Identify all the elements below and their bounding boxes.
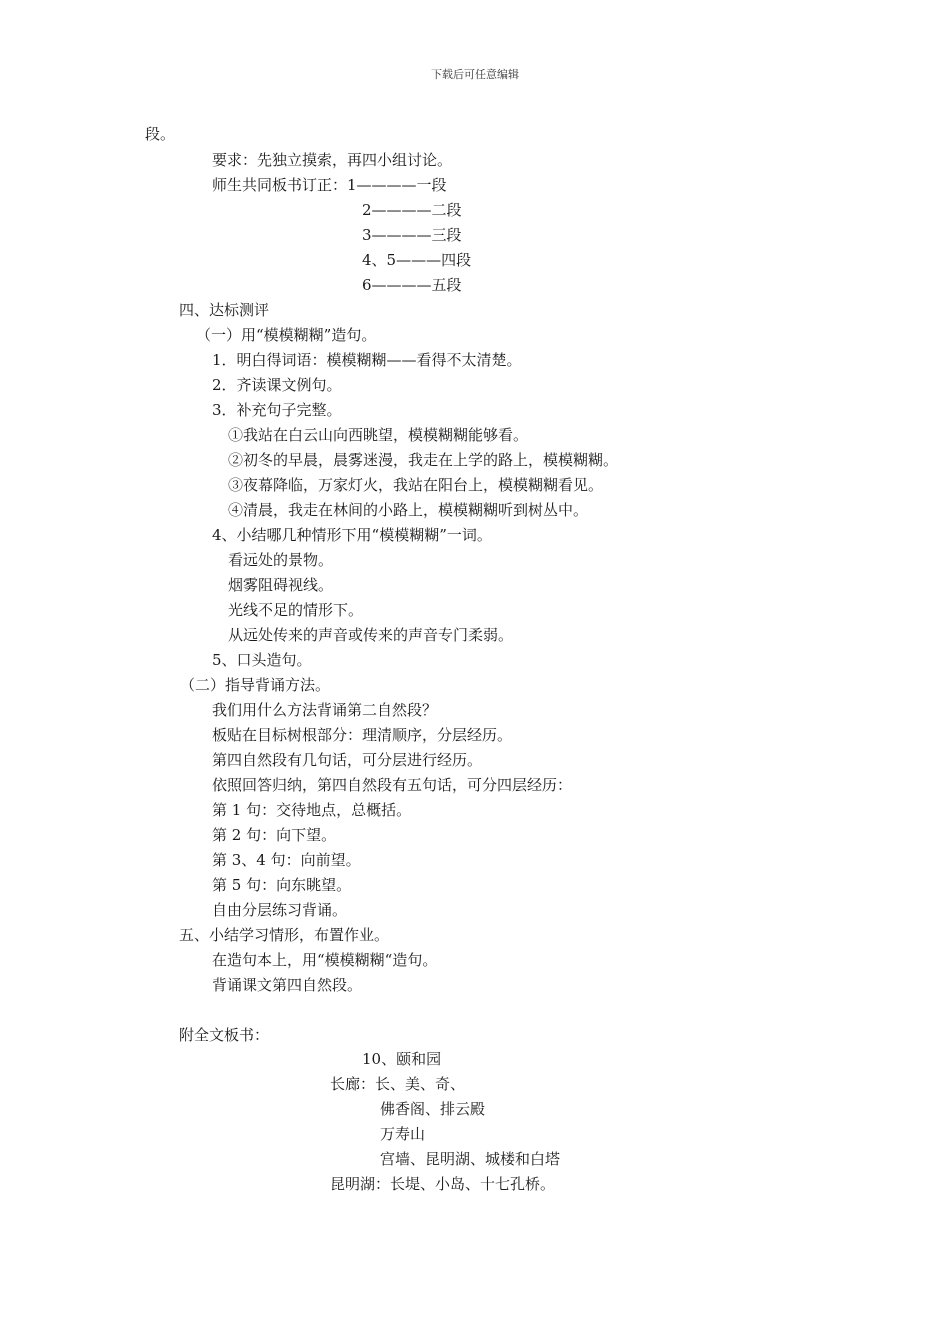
text-line: 1．明白得词语：模模糊糊——看得不太清楚。 — [212, 351, 522, 369]
text-line: 3．补充句子完整。 — [212, 401, 342, 419]
text-line: 第 5 句：向东眺望。 — [212, 876, 352, 894]
text-line: 2————二段 — [362, 201, 462, 219]
text-line: 师生共同板书订正：1————一段 — [212, 176, 447, 194]
board-line: 佛香阁、排云殿 — [380, 1100, 486, 1118]
board-line: 万寿山 — [380, 1125, 426, 1143]
text-line: 从远处传来的声音或传来的声音专门柔弱。 — [228, 626, 514, 644]
text-line: 第 2 句：向下望。 — [212, 826, 337, 844]
text-line: 在造句本上，用“模模糊糊“造句。 — [212, 951, 438, 969]
board-title: 10、颐和园 — [362, 1050, 442, 1068]
text-line: 段。 — [145, 125, 176, 143]
text-line: 6————五段 — [362, 276, 462, 294]
text-line: 4、小结哪几种情形下用“模模糊糊”一词。 — [212, 526, 492, 544]
subsection-heading: （一）用“模模糊糊”造句。 — [196, 326, 377, 344]
board-line: 长廊：长、美、奇、 — [330, 1075, 466, 1093]
text-line: ①我站在白云山向西眺望，模模糊糊能够看。 — [228, 426, 529, 444]
text-line: 4、5———四段 — [362, 251, 472, 269]
text-line: 自由分层练习背诵。 — [212, 901, 348, 919]
text-line: 5、口头造句。 — [212, 651, 312, 669]
board-heading: 附全文板书： — [179, 1026, 270, 1044]
text-line: 板贴在目标树根部分：理清顺序，分层经历。 — [212, 726, 513, 744]
text-line: ③夜幕降临，万家灯火，我站在阳台上，模模糊糊看见。 — [228, 476, 604, 494]
subsection-heading: （二）指导背诵方法。 — [180, 676, 331, 694]
text-line: 第四自然段有几句话，可分层进行经历。 — [212, 751, 483, 769]
text-line: 依照回答归纳，第四自然段有五句话，可分四层经历： — [212, 776, 573, 794]
text-line: 3————三段 — [362, 226, 462, 244]
text-line: 第 1 句：交待地点，总概括。 — [212, 801, 412, 819]
section-heading: 五、小结学习情形，布置作业。 — [179, 926, 390, 944]
board-line: 昆明湖：长堤、小岛、十七孔桥。 — [330, 1175, 556, 1193]
text-line: 2．齐读课文例句。 — [212, 376, 342, 394]
page-header: 下载后可任意编辑 — [431, 68, 519, 81]
text-line: 第 3、4 句：向前望。 — [212, 851, 361, 869]
text-line: 要求：先独立摸索，再四小组讨论。 — [212, 151, 453, 169]
section-heading: 四、达标测评 — [179, 301, 270, 319]
text-line: 烟雾阻碍视线。 — [228, 576, 334, 594]
text-line: ④清晨，我走在林间的小路上，模模糊糊听到树丛中。 — [228, 501, 589, 519]
text-line: 光线不足的情形下。 — [228, 601, 364, 619]
text-line: 看远处的景物。 — [228, 551, 334, 569]
text-line: ②初冬的早晨，晨雾迷漫，我走在上学的路上，模模糊糊。 — [228, 451, 619, 469]
text-line: 我们用什么方法背诵第二自然段？ — [212, 701, 438, 719]
text-line: 背诵课文第四自然段。 — [212, 976, 363, 994]
board-line: 宫墙、昆明湖、城楼和白塔 — [380, 1150, 561, 1168]
